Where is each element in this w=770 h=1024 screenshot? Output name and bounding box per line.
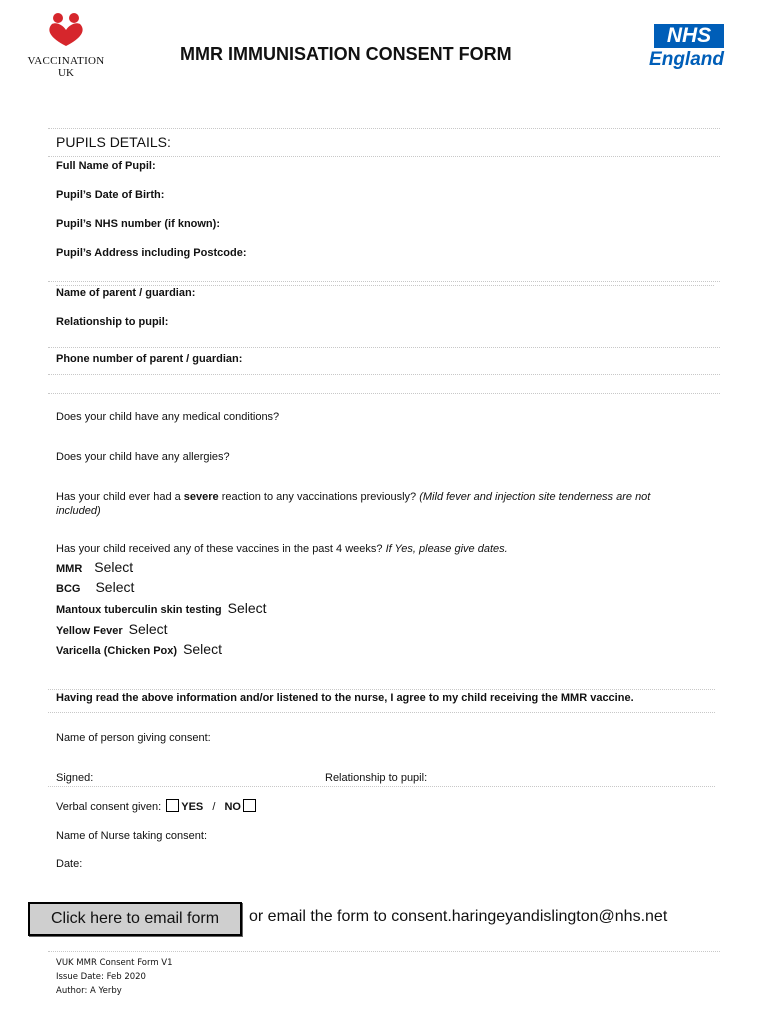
vaccine-select-bcg[interactable]: Select xyxy=(95,579,135,595)
vaccine-select-yellow-fever[interactable]: Select xyxy=(128,621,168,637)
parent-phone-label: Phone number of parent / guardian: xyxy=(56,353,243,365)
consent-person-label: Name of person giving consent: xyxy=(56,732,211,744)
email-instruction: or email the form to consent.haringeyandislington@nhs.net xyxy=(249,908,668,925)
vaccine-row-mantoux xyxy=(56,600,267,618)
yes-checkbox[interactable] xyxy=(166,799,179,812)
email-form-button[interactable]: Click here to email form xyxy=(28,902,242,936)
no-label: NO xyxy=(224,801,241,813)
footer-issue-date: Issue Date: Feb 2020 xyxy=(56,972,146,982)
severe-question-pre: Has your child ever had a xyxy=(56,491,184,503)
severe-question-note: (Mild fever and injection site tenderness are not included) xyxy=(56,491,651,517)
nurse-name-label: Name of Nurse taking consent: xyxy=(56,830,208,842)
vaccine-row-yellow-fever xyxy=(56,621,168,639)
allergies-question: Does your child have any allergies? xyxy=(56,451,230,463)
vaccination-uk-logo xyxy=(20,12,112,78)
relationship-label: Relationship to pupil: xyxy=(56,316,169,328)
full-name-label: Full Name of Pupil: xyxy=(56,160,156,172)
vaccine-row-mmr xyxy=(56,559,133,577)
recent-vaccines-question xyxy=(56,543,508,555)
footer-form-version: VUK MMR Consent Form V1 xyxy=(56,958,173,968)
verbal-consent-row xyxy=(56,799,258,813)
dob-label: Pupil’s Date of Birth: xyxy=(56,189,165,201)
section-title-pupil: PUPILS DETAILS: xyxy=(56,134,171,150)
nhs-england-text: England xyxy=(649,49,724,70)
nhs-number-label: Pupil’s NHS number (if known): xyxy=(56,218,220,230)
medical-conditions-question: Does your child have any medical conditions? xyxy=(56,411,280,423)
heart-icon xyxy=(20,12,112,48)
logo-line1: VACCINATION xyxy=(27,55,105,67)
nhs-england-logo xyxy=(634,24,728,71)
severe-question-post: reaction to any vaccinations previously? xyxy=(218,491,420,503)
vaccine-name: BCG xyxy=(56,583,81,595)
nhs-badge: NHS xyxy=(654,24,724,48)
vaccine-name: Mantoux tuberculin skin testing xyxy=(56,604,222,616)
vaccine-select-mantoux[interactable]: Select xyxy=(227,600,267,616)
date-label: Date: xyxy=(56,858,83,870)
severe-reaction-question xyxy=(56,490,696,518)
no-checkbox[interactable] xyxy=(243,799,256,812)
consent-relationship-label: Relationship to pupil: xyxy=(325,772,428,784)
recent-question-note: If Yes, please give dates. xyxy=(385,543,508,555)
yes-no-separator: / xyxy=(212,801,216,813)
vaccine-select-mmr[interactable]: Select xyxy=(94,559,134,575)
vaccine-row-varicella xyxy=(56,641,222,659)
vaccine-row-bcg xyxy=(56,579,134,597)
vaccine-name: MMR xyxy=(56,563,83,575)
parent-name-label: Name of parent / guardian: xyxy=(56,287,196,299)
vaccine-select-varicella[interactable]: Select xyxy=(183,641,222,657)
logo-line2: UK xyxy=(58,67,74,79)
consent-agreement: Having read the above information and/or listened to the nurse, I agree to my child receiving the MMR vaccine. xyxy=(56,692,634,704)
page-title: MMR IMMUNISATION CONSENT FORM xyxy=(180,44,512,64)
vaccine-name: Varicella (Chicken Pox) xyxy=(56,645,178,657)
yes-label: YES xyxy=(181,801,204,813)
footer-author: Author: A Yerby xyxy=(56,986,122,996)
verbal-consent-label: Verbal consent given: xyxy=(56,801,162,813)
address-label: Pupil’s Address including Postcode: xyxy=(56,247,247,259)
severe-word: severe xyxy=(183,491,219,503)
vaccine-name: Yellow Fever xyxy=(56,625,123,637)
recent-question-main: Has your child received any of these vaccines in the past 4 weeks? xyxy=(56,543,386,555)
signed-label: Signed: xyxy=(56,772,94,784)
